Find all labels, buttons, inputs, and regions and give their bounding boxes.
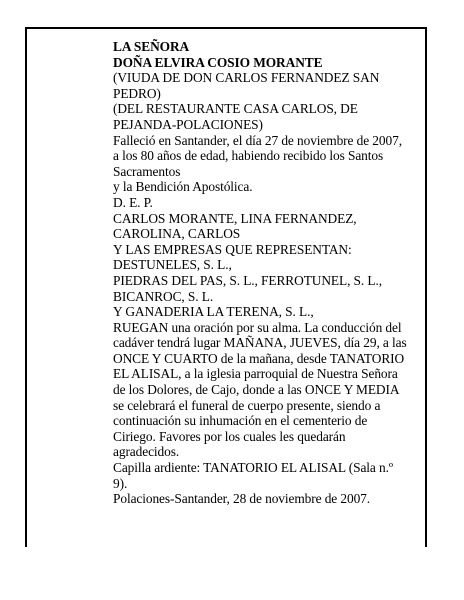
request-line: se celebrará el funeral de cuerpo presente, siendo a (113, 397, 381, 413)
companies-line: PIEDRAS DEL PAS, S. L., FERROTUNEL, S. L., (113, 272, 382, 288)
rip-line: D. E. P. (113, 194, 153, 210)
notice-title: LA SEÑORA (113, 39, 190, 54)
companies-line: DESTUNELES, S. L., (113, 257, 232, 273)
place-date: Polaciones-Santander, 28 de noviembre de 2007. (113, 491, 371, 507)
obituary-notice (113, 39, 425, 507)
chapel-line: Capilla ardiente: TANATORIO EL ALISAL (Sala n.º (113, 460, 393, 476)
request-line: EL ALISAL, a la iglesia parroquial de Nuestra Señora (113, 366, 398, 382)
death-info-line: Sacramentos (113, 163, 181, 179)
deceased-name: DOÑA ELVIRA COSIO MORANTE (113, 54, 323, 70)
family-line: CAROLINA, CARLOS (113, 226, 241, 242)
restaurant-line: (DEL RESTAURANTE CASA CARLOS, DE (113, 101, 358, 117)
request-line: cadáver tendrá lugar MAÑANA, JUEVES, día 29, a las (113, 335, 407, 351)
request-line: de los Dolores, de Cajo, donde a las ONCE Y MEDIA (113, 382, 400, 398)
request-line: ONCE Y CUARTO de la mañana, desde TANATORIO (113, 350, 405, 366)
request-line: RUEGAN una oración por su alma. La conducción del (113, 319, 402, 335)
restaurant-line: PEJANDA-POLACIONES) (113, 116, 263, 132)
companies-line: BICANROC, S. L. (113, 288, 214, 304)
death-info-line: y la Bendición Apostólica. (113, 179, 253, 195)
companies-line: Y GANADERIA LA TERENA, S. L., (113, 304, 314, 320)
request-line: continuación su inhumación en el cementerio de (113, 413, 368, 429)
request-line: Ciriego. Favores por los cuales les quedarán (113, 428, 346, 444)
widow-of-line: (VIUDA DE DON CARLOS FERNANDEZ SAN (113, 70, 380, 86)
request-line: agradecidos. (113, 444, 180, 460)
death-info-line: Falleció en Santander, el día 27 de noviembre de 2007, (113, 132, 402, 148)
death-info-line: a los 80 años de edad, habiendo recibido los Santos (113, 148, 384, 164)
widow-of-line: PEDRO) (113, 85, 161, 101)
companies-line: Y LAS EMPRESAS QUE REPRESENTAN: (113, 241, 352, 257)
chapel-line: 9). (113, 475, 128, 491)
family-line: CARLOS MORANTE, LINA FERNANDEZ, (113, 210, 357, 226)
